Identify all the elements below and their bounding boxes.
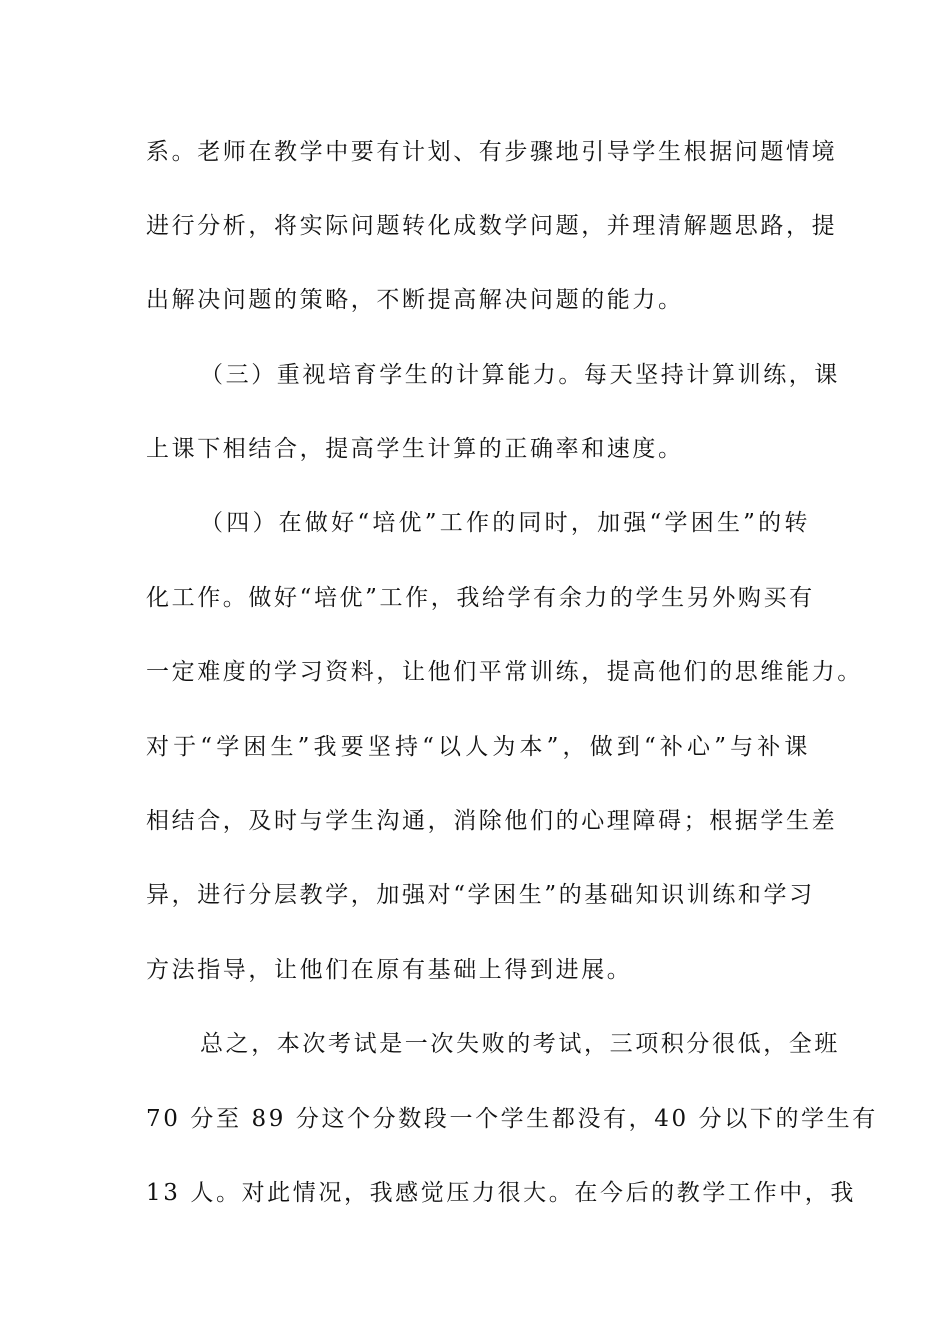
text-line-10: 相结合，及时与学生沟通，消除他们的心理障碍；根据学生差 xyxy=(146,808,838,834)
text-line-14: 70 分至 89 分这个分数段一个学生都没有，40 分以下的学生有 xyxy=(146,1106,878,1132)
text-line-11: 异，进行分层教学，加强对“学困生”的基础知识训练和学习 xyxy=(146,882,815,908)
text-line-6: （四）在做好“培优”工作的同时，加强“学困生”的转 xyxy=(200,510,810,536)
text-line-5: 上课下相结合，提高学生计算的正确率和速度。 xyxy=(146,436,684,462)
text-line-7: 化工作。做好“培优”工作，我给学有余力的学生另外购买有 xyxy=(146,585,815,611)
text-line-8: 一定难度的学习资料，让他们平常训练，提高他们的思维能力。 xyxy=(146,659,863,685)
text-line-15: 13 人。对此情况，我感觉压力很大。在今后的教学工作中，我 xyxy=(146,1180,856,1206)
text-line-4: （三）重视培育学生的计算能力。每天坚持计算训练，课 xyxy=(200,362,840,388)
text-line-12: 方法指导，让他们在原有基础上得到进展。 xyxy=(146,957,633,983)
text-line-2: 进行分析，将实际问题转化成数学问题，并理清解题思路，提 xyxy=(146,213,838,239)
text-line-13: 总之，本次考试是一次失败的考试，三项积分很低，全班 xyxy=(200,1031,840,1057)
text-line-1: 系。老师在教学中要有计划、有步骤地引导学生根据问题情境 xyxy=(146,139,838,165)
text-line-3: 出解决问题的策略，不断提高解决问题的能力。 xyxy=(146,287,684,313)
text-line-9: 对于“学困生”我要坚持“以人为本”，做到“补心”与补课 xyxy=(146,734,810,760)
